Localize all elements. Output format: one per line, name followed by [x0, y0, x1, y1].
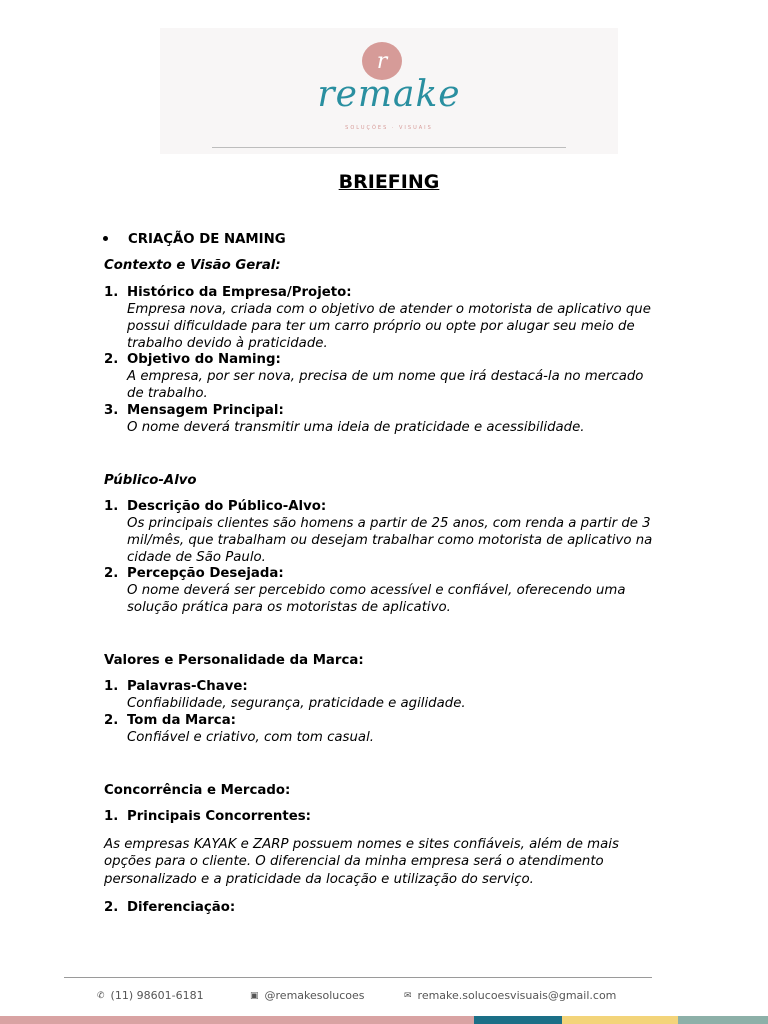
- logo-monogram: r: [362, 42, 402, 80]
- section-heading-context: Contexto e Visão Geral:: [104, 258, 281, 273]
- list-number: 3.: [104, 403, 119, 418]
- footer-email: [404, 989, 616, 1002]
- list-number: 2.: [104, 900, 119, 915]
- item-text-line: A empresa, por ser nova, precisa de um nome que irá destacá-la no mercado: [127, 369, 644, 384]
- footer-stripe-yellow: [562, 1016, 678, 1024]
- item-text-line: O nome deverá transmitir uma ideia de praticidade e acessibilidade.: [127, 420, 585, 435]
- section-heading-publico: Público-Alvo: [104, 473, 197, 488]
- item-title-historico: Histórico da Empresa/Projeto:: [127, 285, 352, 300]
- instagram-icon: ▣: [250, 990, 259, 1001]
- mail-icon: ✉: [404, 990, 412, 1001]
- item-text-line: Confiabilidade, segurança, praticidade e agilidade.: [127, 696, 466, 711]
- list-number: 2.: [104, 352, 119, 367]
- phone-icon: ✆: [97, 990, 105, 1001]
- header-logo: [160, 28, 618, 154]
- item-title-diferenciacao: Diferenciação:: [127, 900, 236, 915]
- item-text-line: cidade de São Paulo.: [127, 550, 266, 565]
- logo-tagline: SOLUÇÕES · VISUAIS: [345, 125, 433, 131]
- item-text-line: solução prática para os motoristas de aplicativo.: [127, 600, 451, 615]
- list-number: 1.: [104, 499, 119, 514]
- item-text-line: mil/mês, que trabalham ou desejam trabalhar como motorista de aplicativo na: [127, 533, 653, 548]
- header-divider: [212, 147, 566, 148]
- item-title-percepcao: Percepção Desejada:: [127, 566, 284, 581]
- page-title: BRIEFING: [338, 171, 440, 193]
- section-heading-valores: Valores e Personalidade da Marca:: [104, 653, 364, 668]
- list-number: 1.: [104, 285, 119, 300]
- naming-bullet: CRIAÇÃO DE NAMING: [128, 232, 286, 247]
- list-number: 2.: [104, 566, 119, 581]
- footer-phone: [97, 989, 204, 1002]
- footer-stripe-pink: [0, 1016, 474, 1024]
- list-number: 1.: [104, 679, 119, 694]
- logo-wordmark: remake: [317, 74, 461, 115]
- footer-instagram-text: @remakesolucoes: [264, 989, 365, 1002]
- item-text-line: O nome deverá ser percebido como acessível e confiável, oferecendo uma: [127, 583, 626, 598]
- item-text-line: possui dificuldade para ter um carro próprio ou opte por alugar seu meio de: [127, 319, 635, 334]
- paragraph-line: opções para o cliente. O diferencial da minha empresa será o atendimento: [104, 854, 604, 869]
- footer-phone-text: (11) 98601-6181: [110, 989, 204, 1002]
- item-text-line: trabalho devido à praticidade.: [127, 336, 328, 351]
- footer-divider: [64, 977, 652, 978]
- section-heading-concorrencia: Concorrência e Mercado:: [104, 783, 291, 798]
- item-title-mensagem: Mensagem Principal:: [127, 403, 284, 418]
- item-title-tom: Tom da Marca:: [127, 713, 236, 728]
- paragraph-line: personalizado e a praticidade da locação e utilização do serviço.: [104, 872, 534, 887]
- item-text-line: Os principais clientes são homens a partir de 25 anos, com renda a partir de 3: [127, 516, 651, 531]
- footer-stripe-blue: [474, 1016, 562, 1024]
- item-title-palavras: Palavras-Chave:: [127, 679, 248, 694]
- footer-instagram: [250, 989, 365, 1002]
- paragraph-line: As empresas KAYAK e ZARP possuem nomes e sites confiáveis, além de mais: [104, 837, 619, 852]
- footer-stripe-sage: [678, 1016, 768, 1024]
- item-title-concorrentes: Principais Concorrentes:: [127, 809, 311, 824]
- footer-email-text: remake.solucoesvisuais@gmail.com: [417, 989, 617, 1002]
- item-text-line: de trabalho.: [127, 386, 208, 401]
- item-text-line: Empresa nova, criada com o objetivo de atender o motorista de aplicativo que: [127, 302, 651, 317]
- list-number: 2.: [104, 713, 119, 728]
- item-title-objetivo: Objetivo do Naming:: [127, 352, 281, 367]
- bullet-dot: [103, 236, 108, 241]
- item-text-line: Confiável e criativo, com tom casual.: [127, 730, 374, 745]
- list-number: 1.: [104, 809, 119, 824]
- item-title-descricao: Descrição do Público-Alvo:: [127, 499, 327, 514]
